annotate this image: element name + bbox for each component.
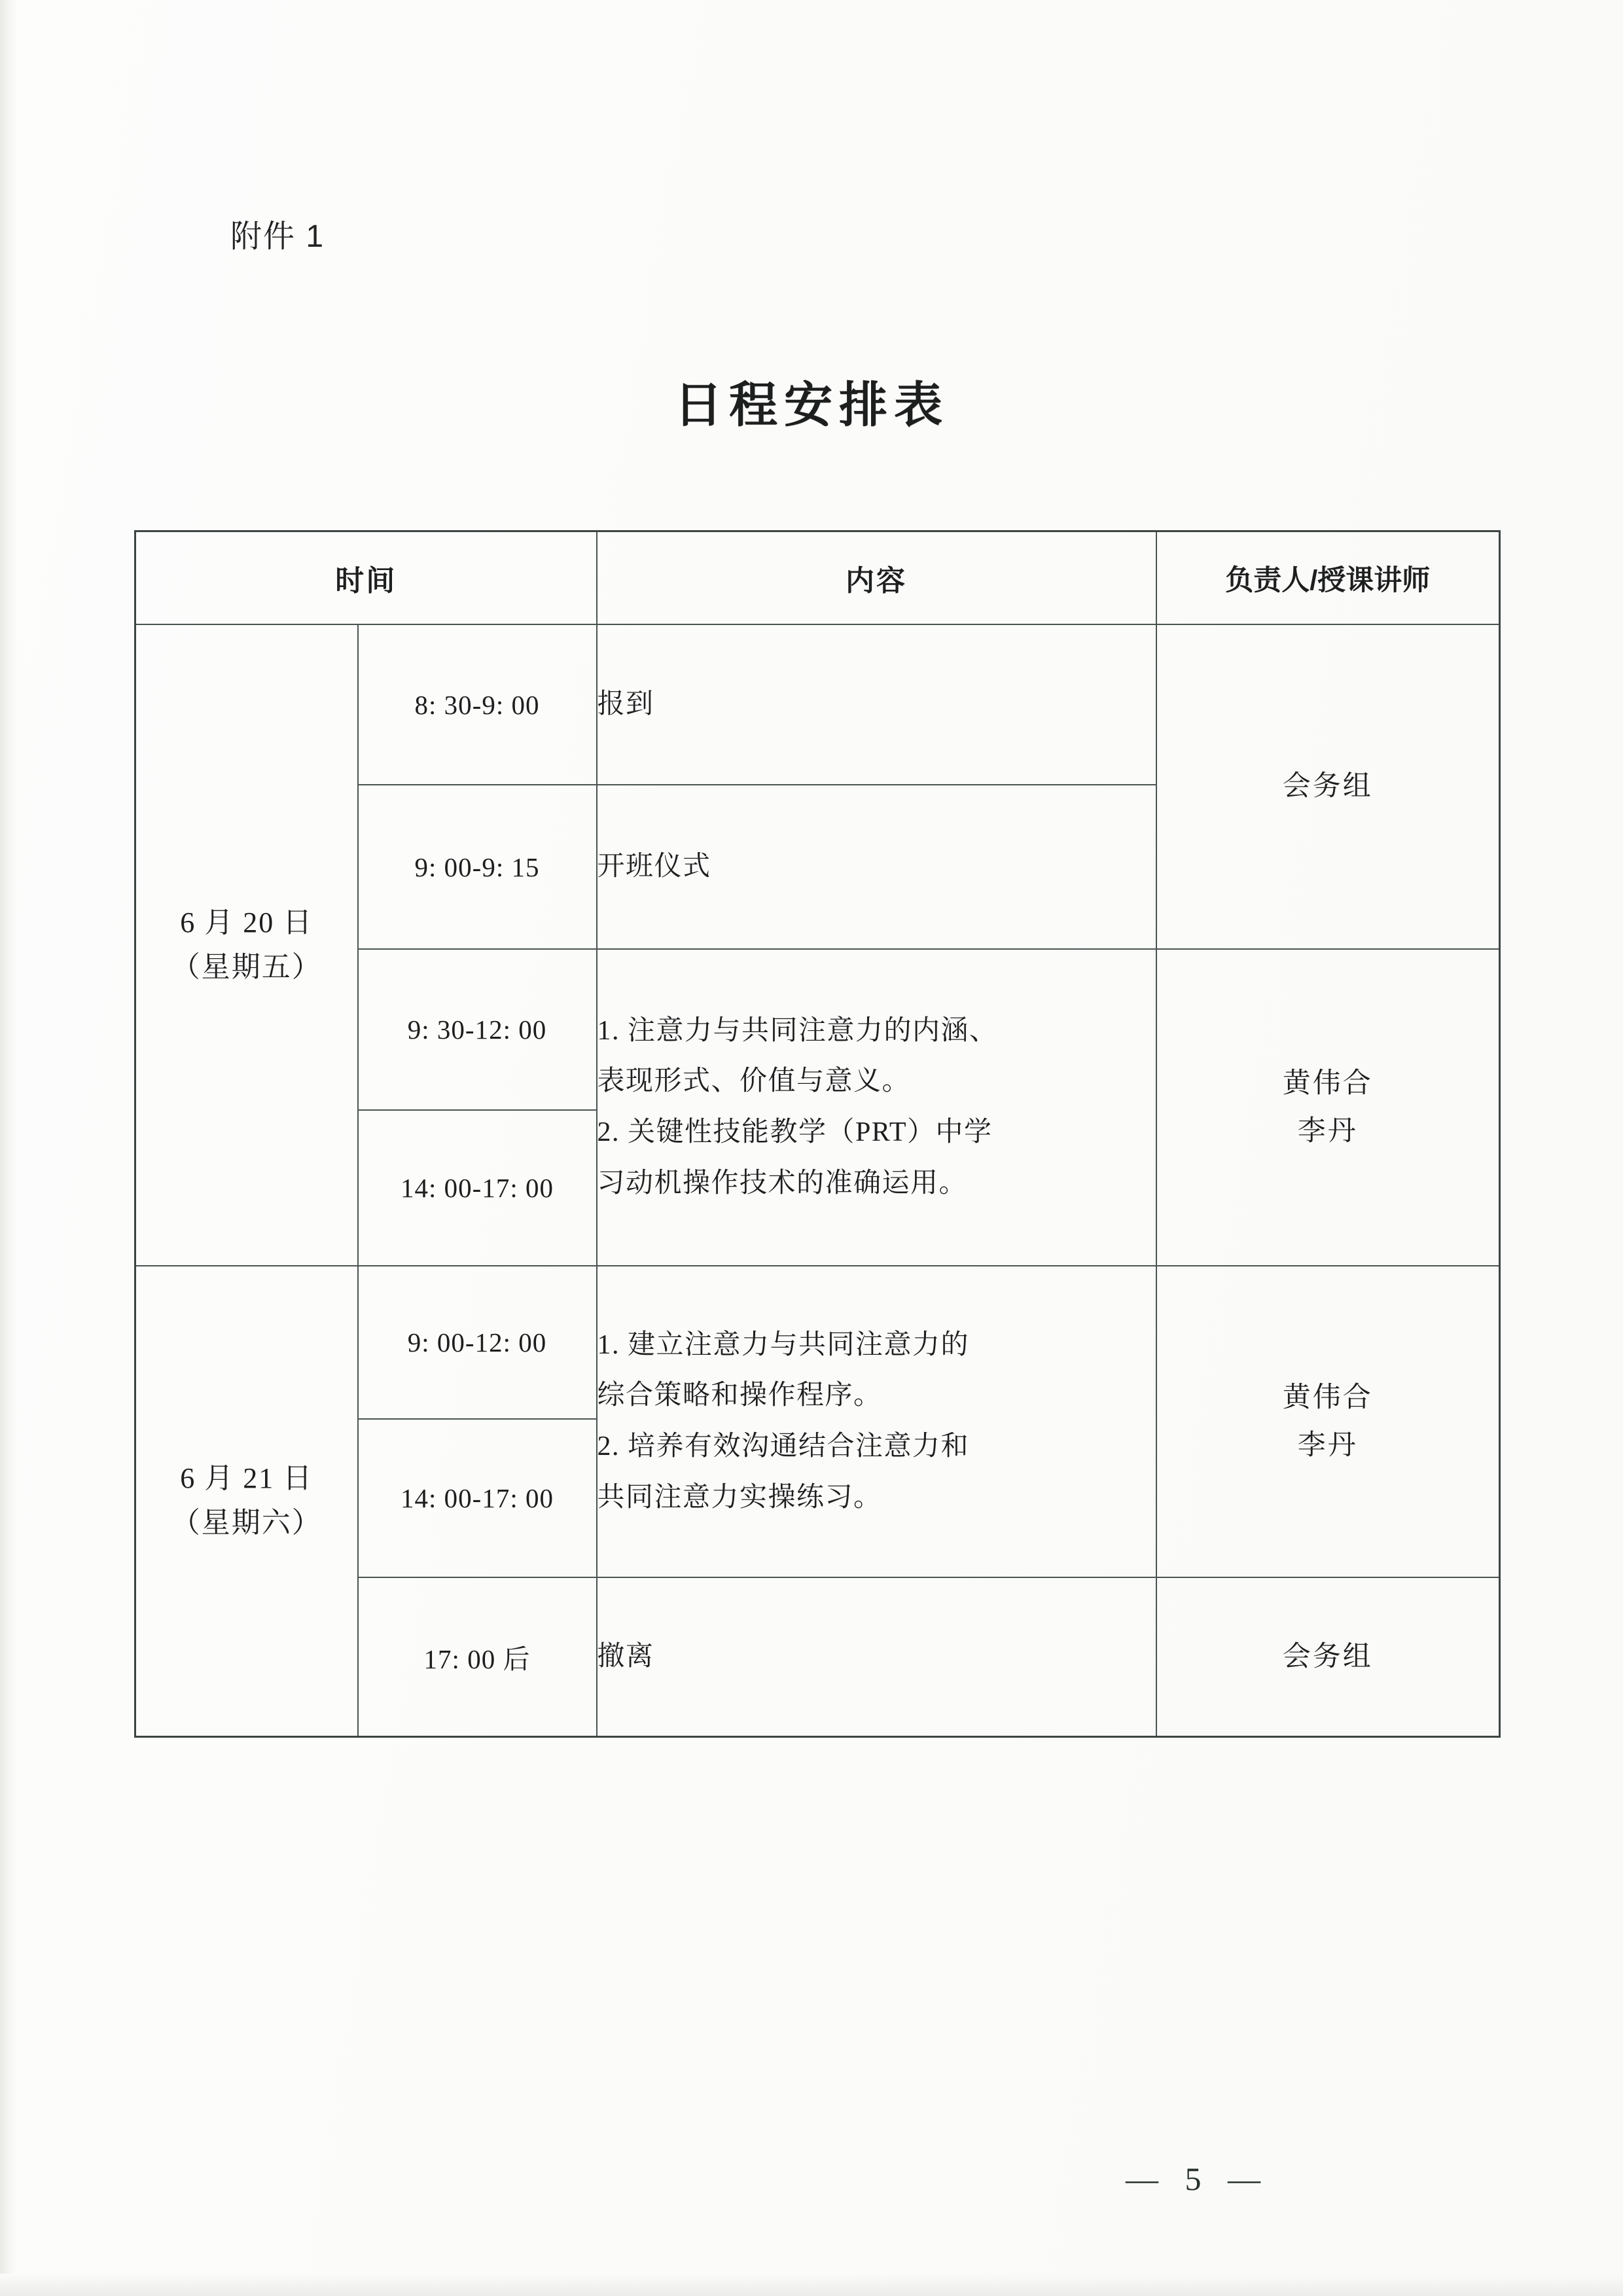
content-line: 1. 建立注意力与共同注意力的 (597, 1329, 970, 1360)
person-cell-instructors (1156, 949, 1500, 1266)
content-line: 2. 关键性技能教学（PRT）中学 (597, 1117, 993, 1147)
content-line: 习动机操作技术的准确运用。 (597, 1168, 968, 1198)
day-date: 6 月 20 日 (180, 906, 313, 939)
day-date: 6 月 21 日 (180, 1462, 313, 1495)
column-header-time: 时间 (135, 531, 597, 625)
time-cell: 9: 30-12: 00 (358, 949, 597, 1110)
instructor-name: 黄伟合 (1282, 1067, 1373, 1099)
time-cell: 9: 00-12: 00 (358, 1266, 597, 1419)
day-weekday: （星期五） (171, 951, 322, 983)
schedule-table-container (134, 530, 1499, 1738)
content-line: 1. 注意力与共同注意力的内涵、 (597, 1015, 998, 1046)
content-line: 综合策略和操作程序。 (597, 1380, 882, 1411)
content-line: 共同注意力实操练习。 (597, 1482, 882, 1513)
content-line: 表现形式、价值与意义。 (597, 1066, 911, 1097)
time-cell: 14: 00-17: 00 (358, 1110, 597, 1266)
content-cell-session (597, 1266, 1156, 1577)
content-line: 2. 培养有效沟通结合注意力和 (597, 1431, 970, 1462)
content-cell: 开班仪式 (597, 785, 1156, 949)
page-number-footer (0, 2160, 1623, 2198)
content-cell: 撤离 (597, 1577, 1156, 1736)
time-cell: 8: 30-9: 00 (358, 624, 597, 785)
day-weekday: （星期六） (171, 1507, 322, 1539)
person-cell-staff-group: 会务组 (1156, 624, 1500, 949)
content-cell: 报到 (597, 624, 1156, 785)
column-header-person: 负责人/授课讲师 (1156, 531, 1500, 625)
instructor-name: 黄伟合 (1282, 1382, 1373, 1413)
instructor-name: 李丹 (1297, 1116, 1358, 1147)
person-cell-instructors (1156, 1266, 1500, 1577)
content-cell-session (597, 949, 1156, 1266)
attachment-label: 附件 1 (230, 219, 325, 254)
time-cell: 14: 00-17: 00 (358, 1419, 597, 1577)
person-cell-staff-group: 会务组 (1156, 1577, 1500, 1736)
page-title: 日程安排表 (674, 379, 949, 433)
page-bottom-edge-shadow (0, 2274, 1623, 2296)
table-row (135, 1266, 1500, 1419)
time-cell: 9: 00-9: 15 (358, 785, 597, 949)
schedule-table (134, 530, 1501, 1738)
column-header-content: 内容 (597, 531, 1156, 625)
time-cell: 17: 00 后 (358, 1577, 597, 1736)
table-row (135, 624, 1500, 785)
day-cell-june-21 (135, 1266, 358, 1736)
instructor-name: 李丹 (1297, 1430, 1358, 1461)
day-cell-june-20 (135, 624, 358, 1266)
table-header-row (135, 531, 1500, 625)
page-number: — 5 — (1126, 2161, 1270, 2197)
page-left-edge-shadow (0, 0, 17, 2296)
